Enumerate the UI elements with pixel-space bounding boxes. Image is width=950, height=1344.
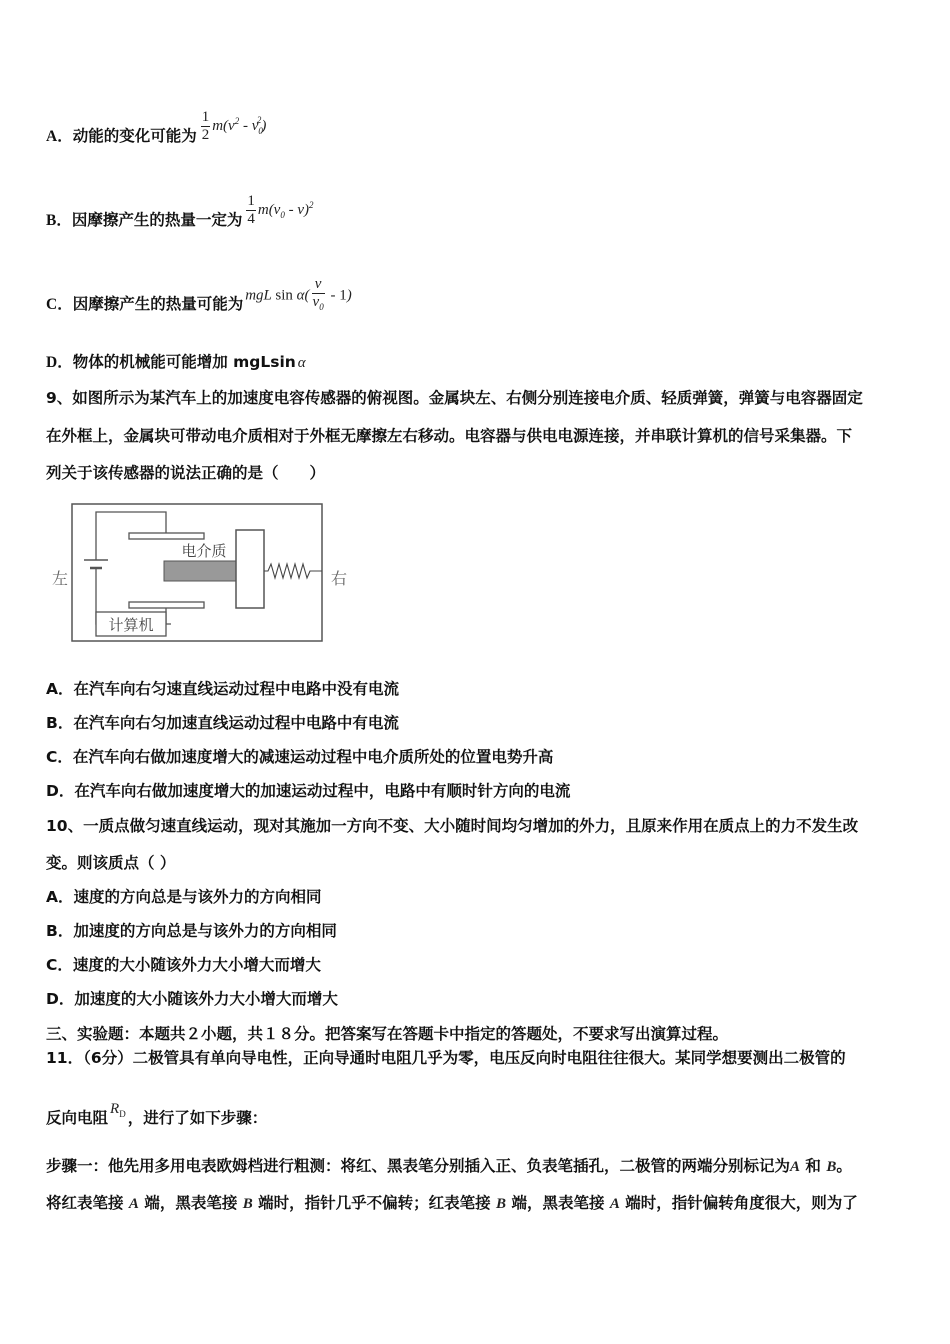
q9-option-a: A．在汽车向右匀速直线运动过程中电路中没有电流 <box>46 680 399 698</box>
dielectric-block <box>164 561 236 581</box>
q10-stem-line1: 10、一质点做匀速直线运动，现对其施加一方向不变、大小随时间均匀增加的外力，且原来作用在质点上的力不发生改 <box>46 817 859 835</box>
formula-heat-b: $\frac{1}{4}$ $m(v_0 - v)^2$ <box>247 192 314 227</box>
dielectric-label: 电介质 <box>181 544 227 560</box>
q8-option-c <box>46 276 352 324</box>
q8-option-a <box>46 108 267 156</box>
q9-option-d: D．在汽车向右做加速度增大的加速运动过程中，电路中有顺时针方向的电流 <box>46 782 571 800</box>
q9-option-c: C．在汽车向右做加速度增大的减速运动过程中电介质所处的位置电势升高 <box>46 748 554 766</box>
q11-stem-line2: 反向电阻 $R_D$ ，进行了如下步骤： <box>46 1101 268 1127</box>
computer-label: 计算机 <box>108 618 154 634</box>
q11-step1-line1: 步骤一：他先用多用电表欧姆档进行粗测：将红、黑表笔分别插入正、负表笔插孔，二极管的两端分别标记为A 和 B。 <box>46 1157 852 1175</box>
option-b-text: B．因摩擦产生的热量一定为 <box>46 210 243 229</box>
option-a-text: A．动能的变化可能为 <box>46 126 197 145</box>
q9-stem-line3: 列关于该传感器的说法正确的是（ ） <box>46 464 326 482</box>
q10-option-a: A．速度的方向总是与该外力的方向相同 <box>46 888 322 906</box>
capacitor-sensor-diagram <box>46 500 356 645</box>
q8-option-b <box>46 192 314 240</box>
right-label: 右 <box>331 571 348 588</box>
q11-stem-line1: 11．（6分）二极管具有单向导电性，正向导通时电阻几乎为零，电压反向时电阻往往很大。某同学想要测出二极管的 <box>46 1049 846 1067</box>
resistance-symbol: $R_D$ <box>110 1101 126 1119</box>
left-label: 左 <box>52 571 69 588</box>
metal-block <box>236 530 264 608</box>
q10-option-c: C．速度的大小随该外力大小增大而增大 <box>46 956 321 974</box>
capacitor-bottom-plate <box>129 602 204 608</box>
q11-step1-line2: 将红表笔接 A 端，黑表笔接 B 端时，指针几乎不偏转；红表笔接 B 端，黑表笔接 A 端时，指针偏转角度很大，则为了 <box>46 1194 858 1212</box>
q10-option-d: D．加速度的大小随该外力大小增大而增大 <box>46 990 338 1008</box>
sensor-figure <box>46 500 356 645</box>
capacitor-top-plate <box>129 533 204 539</box>
q9-stem-line1: 9、如图所示为某汽车上的加速度电容传感器的俯视图。金属块左、右侧分别连接电介质、轻质弹簧，弹簧与电容器固定 <box>46 389 863 407</box>
q9-option-b: B．在汽车向右匀加速直线运动过程中电路中有电流 <box>46 714 399 732</box>
q10-stem-line2: 变。则该质点（ ） <box>46 854 176 872</box>
option-c-text: C．因摩擦产生的热量可能为 <box>46 294 244 313</box>
section-three-heading: 三、实验题：本题共２小题，共１８分。把答案写在答题卡中指定的答题处，不要求写出演算过程。 <box>46 1025 729 1043</box>
q8-option-d: D．物体的机械能可能增加 mgLsin α <box>46 353 306 371</box>
spring <box>264 564 322 578</box>
q10-option-b: B．加速度的方向总是与该外力的方向相同 <box>46 922 337 940</box>
wire-bottom <box>166 614 171 624</box>
formula-heat-c: mgL sin α( $\frac{v}{v_0}$ - 1) <box>245 276 352 312</box>
formula-kinetic-energy: $\frac{1}{2}$ $m(v^2 - v_0^2)$ <box>201 108 267 143</box>
q9-stem-line2: 在外框上，金属块可带动电介质相对于外框无摩擦左右移动。电容器与供电电源连接，并串联计算机的信号采集器。下 <box>46 427 853 445</box>
